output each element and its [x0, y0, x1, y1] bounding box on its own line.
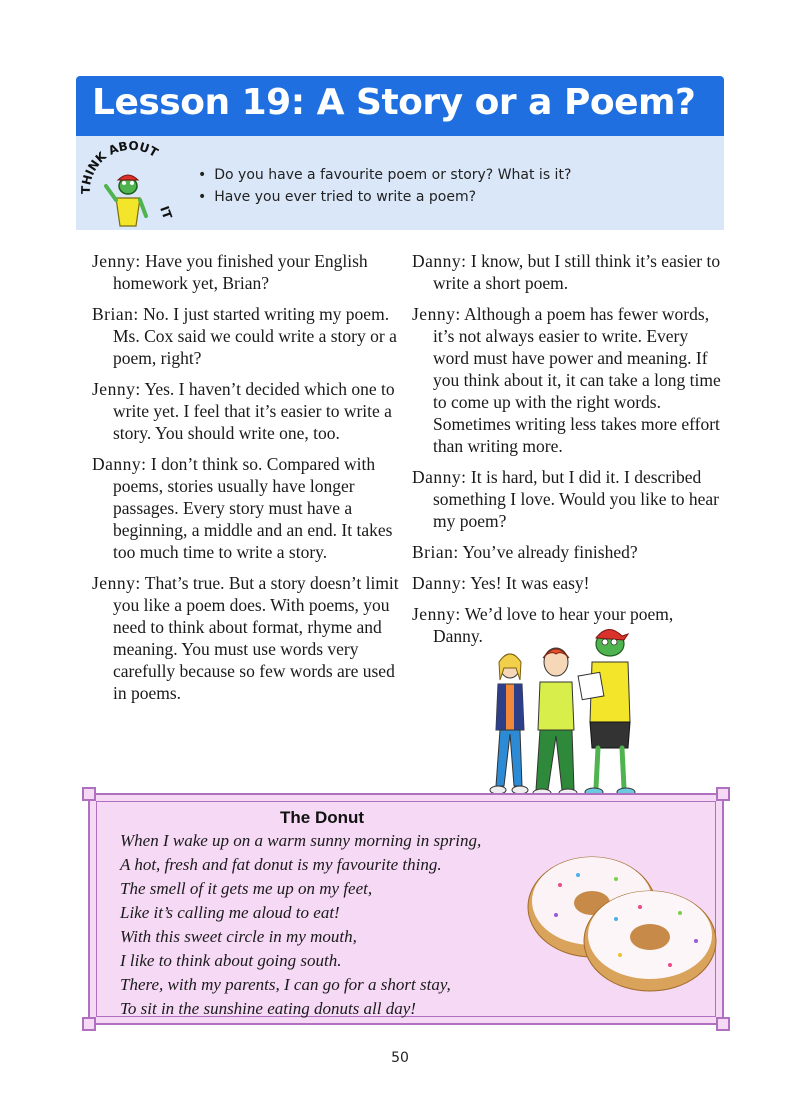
dialogue-text: I don’t think so. Compared with poems, stories usually have longer passages. Every story must have a beginning, a middle and an end. It takes too much time to write a story.	[113, 454, 393, 562]
dialogue-text: Yes. I haven’t decided which one to write yet. I feel that it’s easier to write a story. You should write one, too.	[113, 379, 395, 443]
poem-title: The Donut	[280, 808, 365, 827]
poem-line: With this sweet circle in my mouth,	[120, 927, 357, 946]
poem-line: I like to think about going south.	[120, 951, 342, 970]
think-about-label: THINK ABOUT	[78, 138, 161, 195]
dialogue-text: Have you finished your English homework yet, Brian?	[113, 251, 368, 293]
speaker-name: Brian:	[92, 304, 139, 324]
speaker-name: Brian:	[412, 542, 459, 562]
poem-line: Like it’s calling me aloud to eat!	[120, 903, 340, 922]
dialogue-line	[412, 250, 727, 294]
dialogue-line	[92, 572, 407, 704]
poem-line: When I wake up on a warm sunny morning in spring,	[120, 831, 482, 850]
think-about-it-badge	[76, 136, 186, 230]
think-prompts	[198, 164, 571, 208]
girl-figure-icon	[490, 654, 528, 794]
donut-icon	[584, 891, 716, 991]
poem-line: A hot, fresh and fat donut is my favourite thing.	[120, 855, 442, 874]
dialogue-line	[412, 466, 727, 532]
poem-line: To sit in the sunshine eating donuts all day!	[120, 999, 416, 1018]
three-kids-illustration	[480, 618, 650, 800]
frog-figure-icon	[578, 629, 635, 796]
dialogue-text: It is hard, but I did it. I described something I love. Would you like to hear my poem?	[433, 467, 719, 531]
lesson-title: Lesson 19: A Story or a Poem?	[92, 82, 696, 123]
speaker-name: Jenny:	[92, 573, 141, 593]
poem-box-corner-ornament	[82, 1017, 96, 1031]
poem-box-corner-ornament	[716, 787, 730, 801]
speaker-name: Danny:	[412, 251, 467, 271]
poem-box-corner-ornament	[716, 1017, 730, 1031]
page-number: 50	[391, 1050, 409, 1066]
dialogue-text: No. I just started writing my poem. Ms. Cox said we could write a story or a poem, right?	[113, 304, 397, 368]
dialogue-text: I know, but I still think it’s easier to write a short poem.	[433, 251, 721, 293]
think-about-it-box	[76, 136, 724, 230]
dialogue-line	[92, 378, 407, 444]
dialogue-text: We’d love to hear your poem, Danny.	[433, 604, 674, 646]
dialogue-line	[92, 250, 407, 294]
speaker-name: Jenny:	[92, 379, 141, 399]
donuts-image	[520, 845, 720, 995]
boy-figure-icon	[533, 648, 577, 797]
speaker-name: Jenny:	[92, 251, 141, 271]
dialogue-right-column	[412, 250, 727, 656]
frog-mascot-icon	[106, 175, 146, 226]
dialogue-line	[412, 572, 727, 594]
poem-body	[120, 829, 481, 1021]
poem-box-corner-ornament	[82, 787, 96, 801]
speaker-name: Danny:	[412, 467, 467, 487]
prompt-item: • Have you ever tried to write a poem?	[198, 186, 571, 208]
dialogue-text: You’ve already finished?	[462, 542, 638, 562]
dialogue-line	[92, 303, 407, 369]
poem-line: The smell of it gets me up on my feet,	[120, 879, 373, 898]
dialogue-text: Yes! It was easy!	[470, 573, 590, 593]
think-it-label: IT	[157, 204, 175, 221]
dialogue-line	[92, 453, 407, 563]
speaker-name: Jenny:	[412, 304, 461, 324]
lesson-title-bar	[76, 76, 724, 136]
dialogue-left-column	[92, 250, 407, 713]
speaker-name: Jenny:	[412, 604, 461, 624]
dialogue-text: That’s true. But a story doesn’t limit you like a poem does. With poems, you need to think about format, rhyme and meaning. You must use words very carefully because so few words are used in poems.	[113, 573, 399, 703]
dialogue-line	[412, 541, 727, 563]
speaker-name: Danny:	[412, 573, 467, 593]
prompt-item: • Do you have a favourite poem or story? What is it?	[198, 164, 571, 186]
poem-line: There, with my parents, I can go for a short stay,	[120, 975, 451, 994]
speaker-name: Danny:	[92, 454, 147, 474]
dialogue-line	[412, 303, 727, 457]
dialogue-text: Although a poem has fewer words, it’s not always easier to write. Every word must have power and meaning. If you think about it, it can take a long time to come up with the right words. Sometimes writing less takes more effort than writing more.	[433, 304, 721, 456]
